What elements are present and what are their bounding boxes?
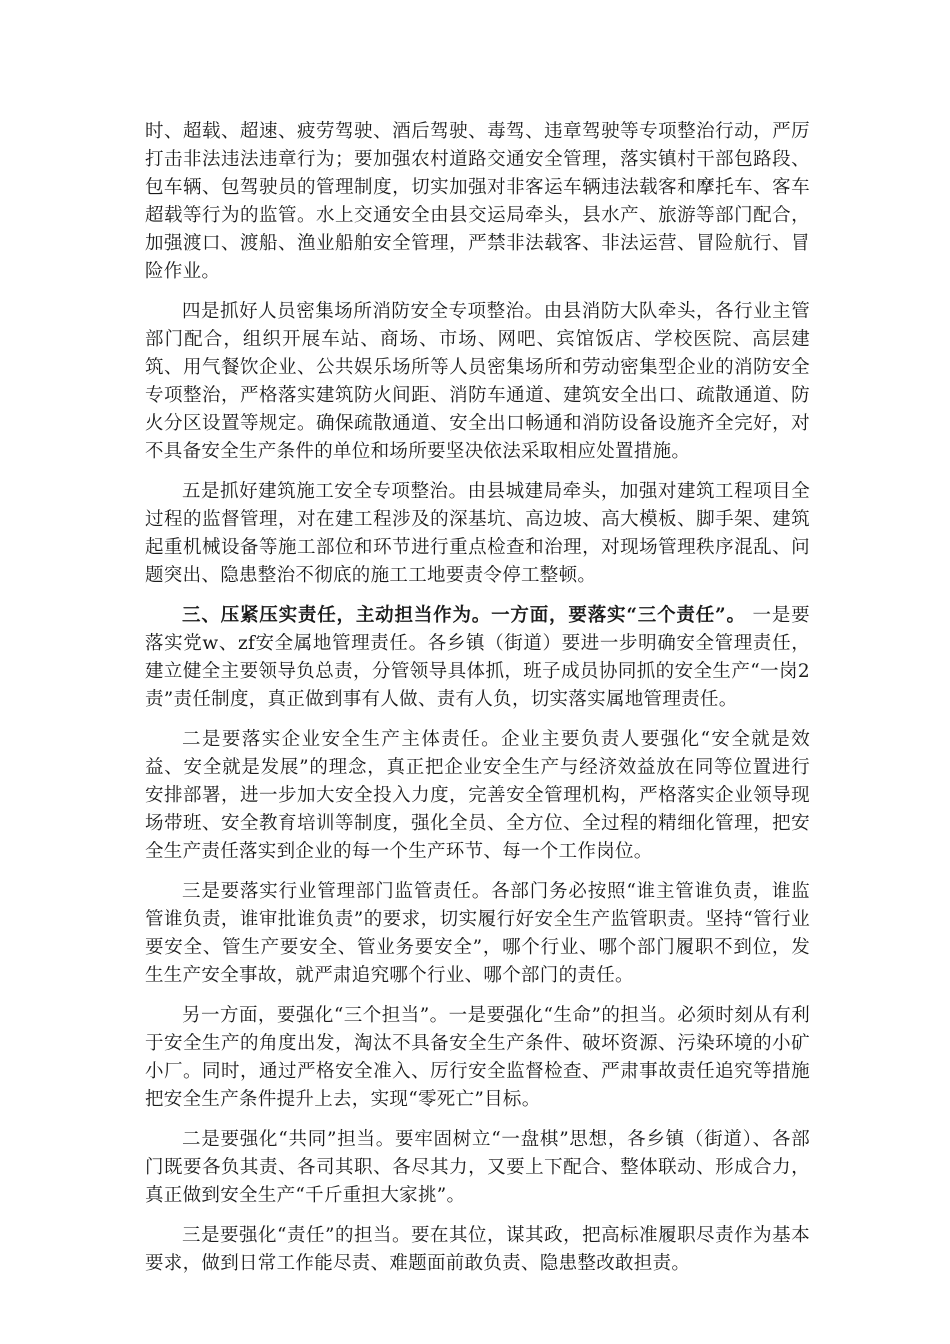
document-body: [145, 118, 810, 1290]
paragraph-traffic-safety: 时、超载、超速、疲劳驾驶、酒后驾驶、毒驾、违章驾驶等专项整治行动，严厉打击非法违法违章行为；要加强农村道路交通安全管理，落实镇村干部包路段、包车辆、包驾驶员的管理制度，切实加强对非客运车辆违法载客和摩托车、客车超载等行为的监管。水上交通安全由县交运局牵头，县水产、旅游等部门配合，加强渡口、渡船、渔业船舶安全管理，严禁非法载客、非法运营、冒险航行、冒险作业。: [145, 121, 810, 282]
paragraph-three-commitments: 另一方面，要强化“三个担当”。一是要强化“生命”的担当。必须时刻从有利于安全生产的角度出发，淘汰不具备安全生产条件、破坏资源、污染环境的小矿小厂。同时，通过严格安全准入、厉行安全监督检查、严肃事故责任追究等措施把安全生产条件提升上去，实现“零死亡”目标。: [145, 1005, 810, 1110]
paragraph-responsibility-commitment: 三是要强化“责任”的担当。要在其位，谋其政，把高标准履职尽责作为基本要求，做到日常工作能尽责、难题面前敢负责、隐患整改敢担责。: [145, 1225, 810, 1274]
paragraph-enterprise-responsibility: 二是要落实企业安全生产主体责任。企业主要负责人要强化“安全就是效益、安全就是发展”的理念，真正把企业安全生产与经济效益放在同等位置进行安排部署，进一步加大安全投入力度，完善安全管理机构，严格落实企业领导现场带班、安全教育培训等制度，强化全员、全方位、全过程的精细化管理，把安全生产责任落实到企业的每一个生产环节、每一个工作岗位。: [145, 729, 810, 862]
section-three-heading: 三、压紧压实责任，主动担当作为。一方面，要落实“三个责任”。: [182, 605, 746, 626]
paragraph-joint-commitment: 二是要强化“共同”担当。要牢固树立“一盘棋”思想，各乡镇（街道）、各部门既要各负其责、各司其职、各尽其力，又要上下配合、整体联动、形成合力，真正做到安全生产“千斤重担大家挑”。: [145, 1129, 810, 1206]
paragraph-industry-supervision: 三是要落实行业管理部门监管责任。各部门务必按照“谁主管谁负责，谁监管谁负责，谁审批谁负责”的要求，切实履行好安全生产监管职责。坚持“管行业要安全、管生产要安全、管业务要安全”，哪个行业、哪个部门履职不到位，发生生产安全事故，就严肃追究哪个行业、哪个部门的责任。: [145, 881, 810, 986]
paragraph-fire-safety: 四是抓好人员密集场所消防安全专项整治。由县消防大队牵头，各行业主管部门配合，组织开展车站、商场、市场、网吧、宾馆饭店、学校医院、高层建筑、用气餐饮企业、公共娱乐场所等人员密集场所和劳动密集型企业的消防安全专项整治，严格落实建筑防火间距、消防车通道、建筑安全出口、疏散通道、防火分区设置等规定。确保疏散通道、安全出口畅通和消防设备设施齐全完好，对不具备安全生产条件的单位和场所要坚决依法采取相应处置措施。: [145, 301, 810, 462]
section-three-text: 一是要落实党w、zf安全属地管理责任。各乡镇（街道）要进一步明确安全管理责任，建立健全主要领导负总责，分管领导具体抓，班子成员协同抓的安全生产“一岗2责”责任制度，真正做到事有人做、责有人负，切实落实属地管理责任。: [145, 605, 810, 710]
paragraph-section-three: [145, 602, 810, 714]
paragraph-construction-safety: 五是抓好建筑施工安全专项整治。由县城建局牵头，加强对建筑工程项目全过程的监督管理，对在建工程涉及的深基坑、高边坡、高大模板、脚手架、建筑起重机械设备等施工部位和环节进行重点检查和治理，对现场管理秩序混乱、问题突出、隐患整治不彻底的施工工地要责令停工整顿。: [145, 481, 810, 586]
